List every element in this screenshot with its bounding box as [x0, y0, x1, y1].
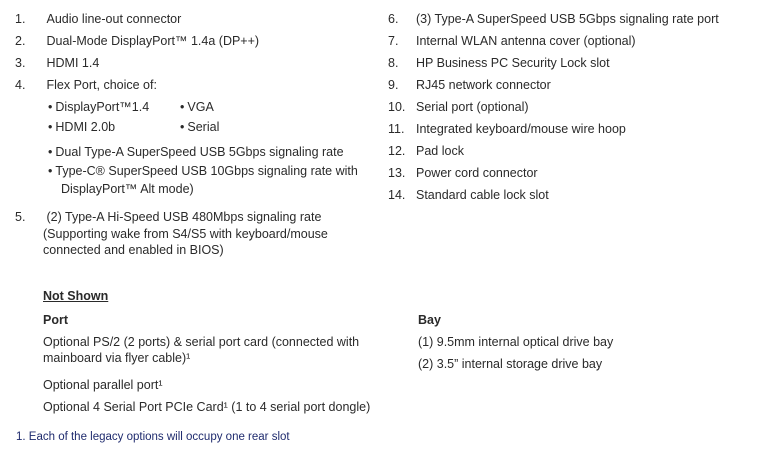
item-text: (Supporting wake from S4/S5 with keyboard/mouse	[43, 227, 328, 241]
list-item-7	[388, 32, 636, 50]
option-label: DisplayPort™ Alt mode)	[61, 182, 194, 196]
item-text: (3) Type-A SuperSpeed USB 5Gbps signaling rate port	[416, 12, 719, 26]
flex-option-displayport	[48, 98, 149, 116]
port-item-parallel	[43, 376, 163, 394]
item-text: Integrated keyboard/mouse wire hoop	[416, 122, 626, 136]
flex-option-hdmi	[48, 118, 115, 136]
port-item-ps2-cont	[43, 349, 190, 367]
item-number: 13.	[388, 166, 406, 180]
item-number: 12.	[388, 144, 406, 158]
port-heading: Port	[43, 313, 68, 327]
item-text: Standard cable lock slot	[416, 188, 549, 202]
item-text: Audio line-out connector	[46, 12, 182, 26]
list-item-11	[388, 120, 626, 138]
bay-heading: Bay	[418, 313, 441, 327]
list-item-6	[388, 10, 719, 28]
item-number: 2.	[15, 34, 26, 48]
item-number: 8.	[388, 56, 399, 70]
port-item-serial-card	[43, 398, 370, 416]
item-text: mainboard via flyer cable)¹	[43, 351, 191, 365]
bay-item-optical	[418, 333, 613, 351]
list-item-5	[15, 208, 321, 226]
item-text: Flex Port, choice of:	[46, 78, 157, 92]
item-text: Pad lock	[416, 144, 464, 158]
option-label: Type-C® SuperSpeed USB 10Gbps signaling rate with	[55, 164, 358, 178]
option-label: VGA	[187, 100, 214, 114]
list-item-2	[15, 32, 259, 50]
flex-option-serial	[180, 118, 219, 136]
item-text: (2) 3.5” internal storage drive bay	[418, 357, 603, 371]
flex-option-typec-cont	[61, 180, 194, 198]
item-number: 10.	[388, 100, 406, 114]
item-number: 14.	[388, 188, 406, 202]
list-item-12	[388, 142, 464, 160]
item-text: Internal WLAN antenna cover (optional)	[416, 34, 636, 48]
not-shown-heading: Not Shown	[43, 289, 109, 303]
flex-option-dual-typea	[48, 143, 344, 161]
list-item-9	[388, 76, 551, 94]
flex-option-vga	[180, 98, 214, 116]
list-item-10	[388, 98, 529, 116]
item-text: Serial port (optional)	[416, 100, 529, 114]
item-text: Dual-Mode DisplayPort™ 1.4a (DP++)	[46, 34, 260, 48]
option-label: HDMI 2.0b	[55, 120, 116, 134]
item-number: 3.	[15, 56, 26, 70]
list-item-14	[388, 186, 549, 204]
item-number: 9.	[388, 78, 399, 92]
item-text: Optional PS/2 (2 ports) & serial port card (connected with	[43, 335, 360, 349]
item-text: Optional parallel port¹	[43, 378, 163, 392]
item-text: Power cord connector	[416, 166, 538, 180]
item-number: 1.	[15, 12, 26, 26]
flex-option-typec	[48, 162, 358, 180]
item-text: (2) Type-A Hi-Speed USB 480Mbps signaling rate	[46, 210, 322, 224]
item-number: 6.	[388, 12, 399, 26]
item-text: connected and enabled in BIOS)	[43, 243, 224, 257]
list-item-8	[388, 54, 610, 72]
item-text: Optional 4 Serial Port PCIe Card¹ (1 to 4 serial port dongle)	[43, 400, 371, 414]
list-item-5-line-3	[43, 241, 224, 259]
list-item-4	[15, 76, 157, 94]
item-number: 11.	[388, 122, 405, 136]
bay-item-storage	[418, 355, 602, 373]
list-item-1	[15, 10, 181, 28]
item-text: (1) 9.5mm internal optical drive bay	[418, 335, 614, 349]
item-number: 7.	[388, 34, 399, 48]
item-number: 5.	[15, 210, 26, 224]
item-text: HP Business PC Security Lock slot	[416, 56, 610, 70]
footnote: 1. Each of the legacy options will occupy one rear slot	[16, 431, 290, 443]
option-label: DisplayPort™1.4	[55, 100, 150, 114]
list-item-13	[388, 164, 538, 182]
option-label: Dual Type-A SuperSpeed USB 5Gbps signaling rate	[55, 145, 344, 159]
item-text: HDMI 1.4	[46, 56, 100, 70]
item-number: 4.	[15, 78, 26, 92]
list-item-3	[15, 54, 99, 72]
option-label: Serial	[187, 120, 220, 134]
item-text: RJ45 network connector	[416, 78, 551, 92]
